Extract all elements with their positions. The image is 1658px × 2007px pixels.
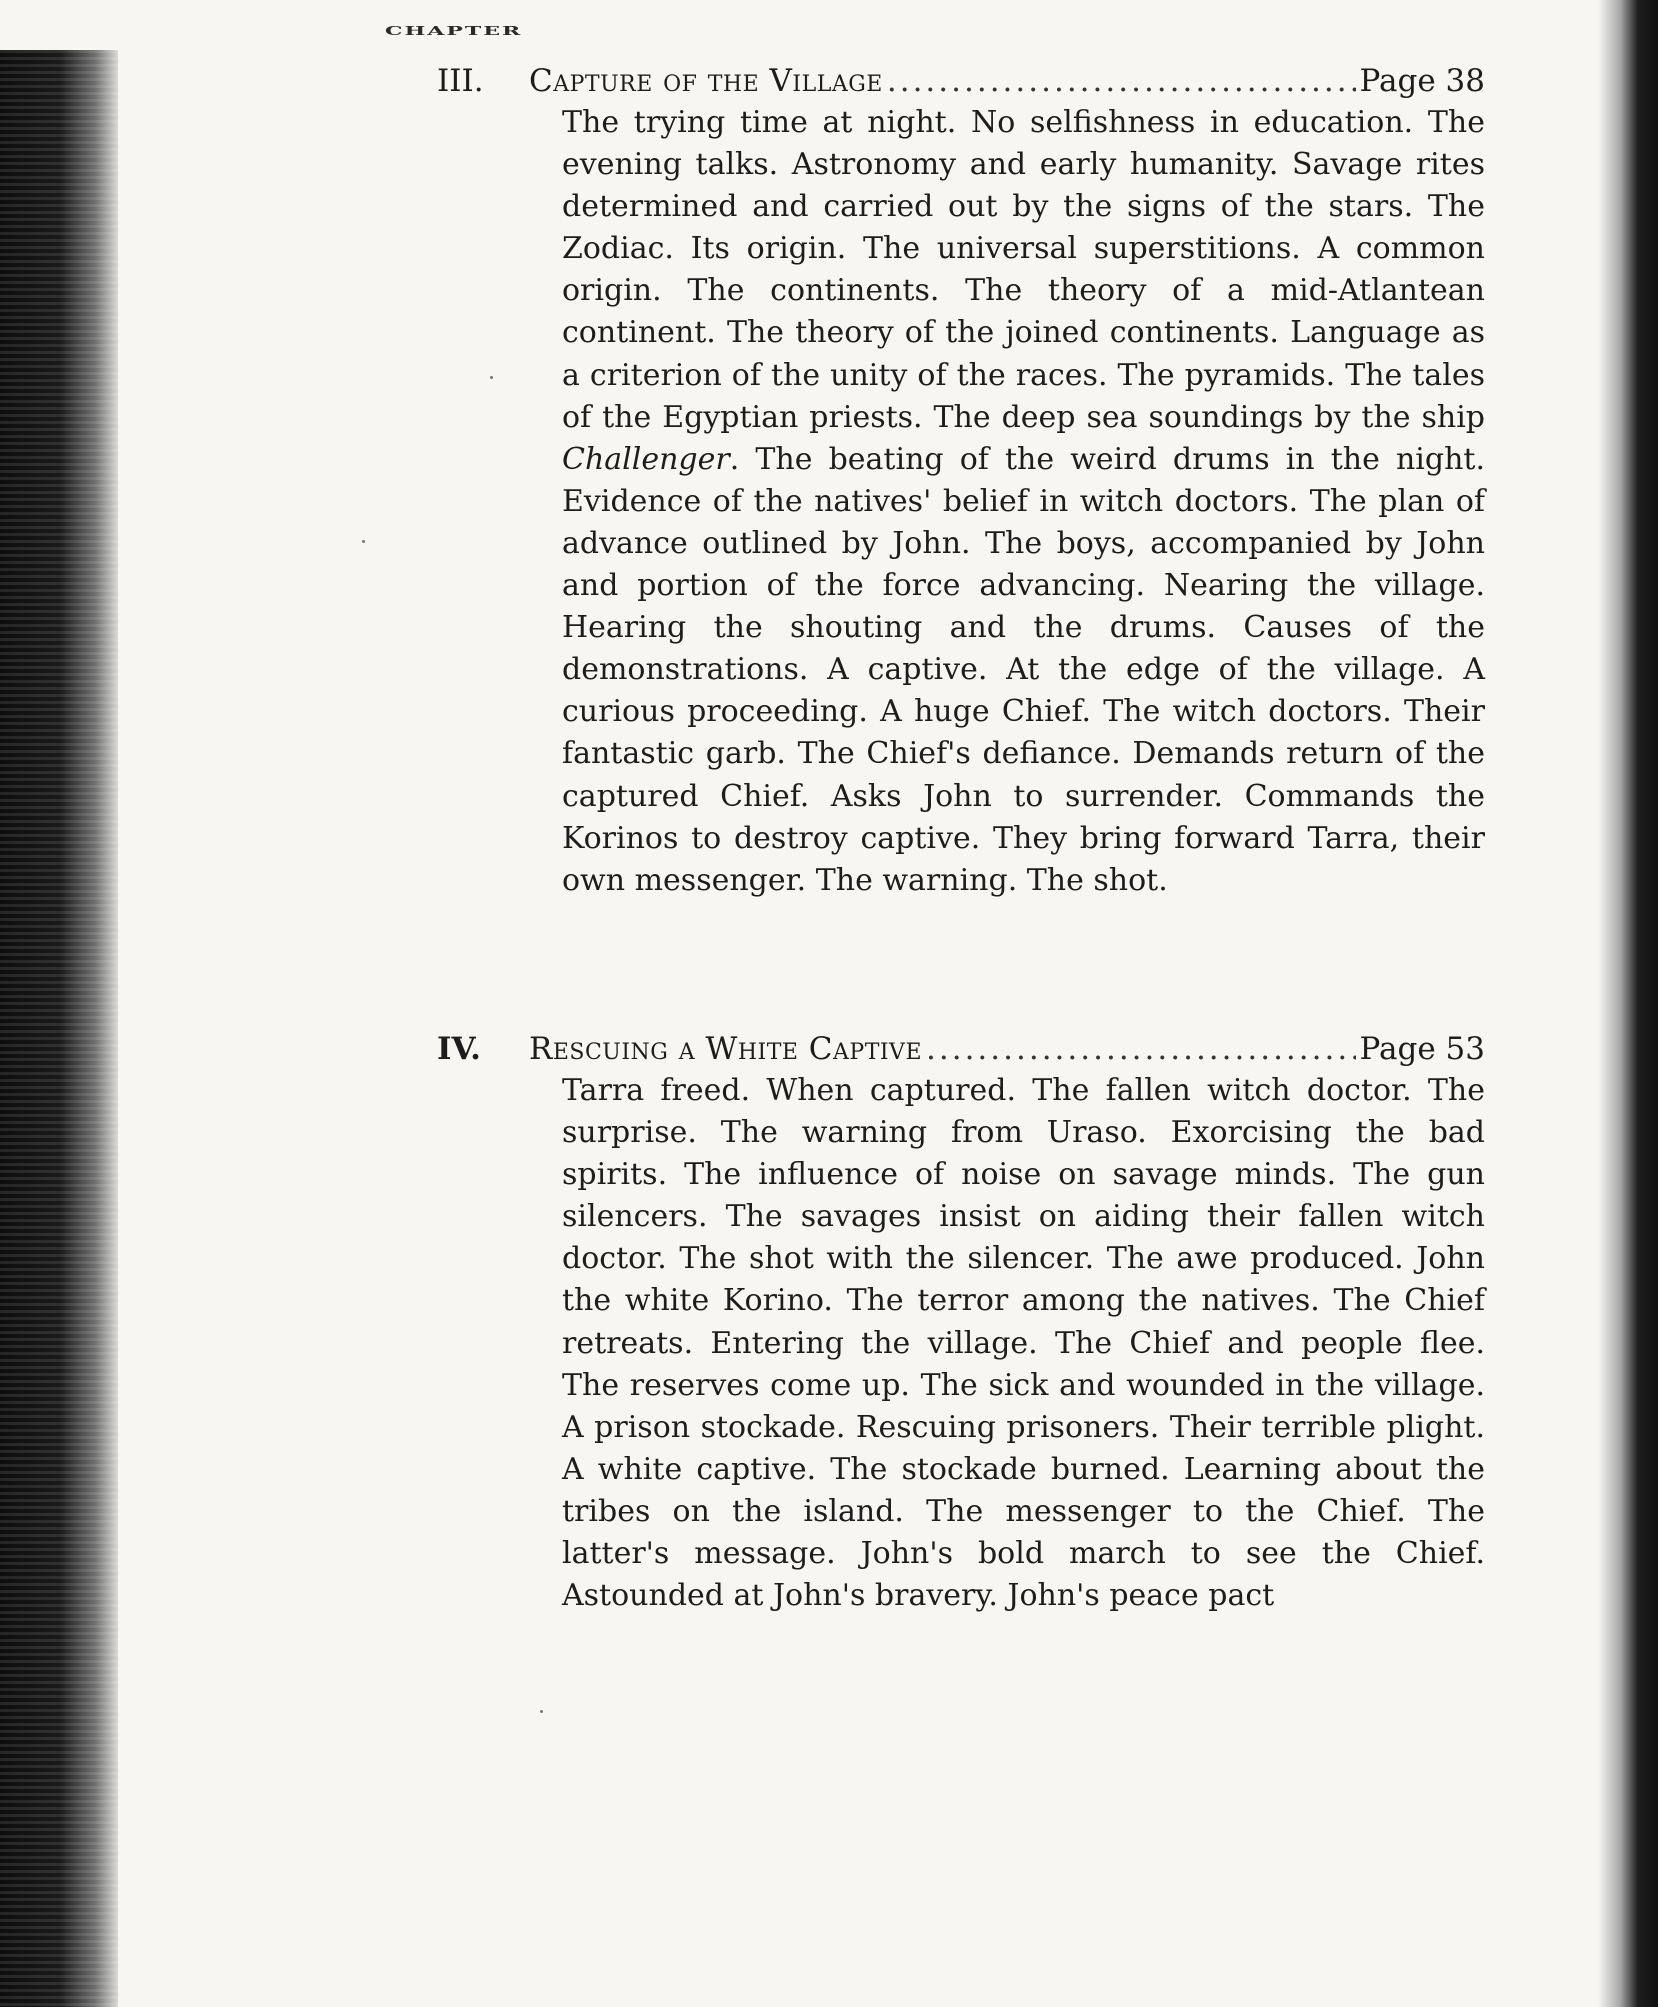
chapter-entry-iii [437,60,1485,902]
chapter-title: Rescuing a White Captive [529,1031,923,1067]
scan-speck [490,376,493,379]
chapter-title: Capture of the Village [529,63,883,99]
scan-page-edge-right [1598,0,1658,2007]
chapter-numeral: IV. [437,1031,481,1067]
chapter-summary: Tarra freed. When captured. The fallen witch doctor. The surprise. The warning from Uraso. Exorcising the bad spirits. The influence of noise on savage minds. The gun silencers. The savages insist on aiding their fallen witch doctor. The shot with the silencer. The awe produced. John the white Korino. The terror among the natives. The Chief retreats. Entering the village. The Chief and people flee. The reserves come up. The sick and wounded in the village. A prison stockade. Rescuing prisoners. Their terrible plight. A white captive. The stockade burned. Learning about the tribes on the island. The messenger to the Chief. The latter's message. John's bold march to see the Chief. Astounded at John's bravery. John's peace pact [562,1073,1485,1614]
dot-leader [887,60,1356,102]
chapter-summary [562,102,1485,902]
ship-name: Challenger [562,441,730,477]
summary-text-part: The trying time at night. No selfishness in education. The evening talks. Astronomy and early humanity. Savage rites determined and carried out by the signs of the stars. The Zodiac. Its origin. The universal superstitions. A common origin. The continents. The theory of a mid-Atlantean continent. The theory of the joined continents. Language as a criterion of the unity of the races. The pyramids. The tales of the Egyptian priests. The deep sea soundings by the ship [562,105,1485,435]
running-header-fragment: CHAPTER [385,24,523,39]
scan-speck [540,1710,543,1713]
summary-text-part: . The beating of the weird drums in the night. Evidence of the natives' belief in witch doctors. The plan of advance outlined by John. The boys, accompanied by John and portion of the force advancing. Nearing the village. Hearing the shouting and the drums. Causes of the demonstrations. A captive. At the edge of the village. A curious proceeding. A huge Chief. The witch doctors. Their fantastic garb. The Chief's defiance. Demands return of the captured Chief. Asks John to surrender. Commands the Korinos to destroy captive. They bring forward Tarra, their own messenger. The warning. The shot. [562,441,1485,898]
scan-speck [362,540,365,543]
chapter-heading [437,60,1485,102]
scan-binding-shadow-left [0,50,118,2007]
chapter-numeral: III. [437,63,484,99]
chapter-page-ref: Page 53 [1359,1031,1485,1067]
chapter-entry-iv [437,1028,1485,1617]
chapter-heading [437,1028,1485,1070]
dot-leader [926,1028,1356,1070]
chapter-page-ref: Page 38 [1359,63,1485,99]
